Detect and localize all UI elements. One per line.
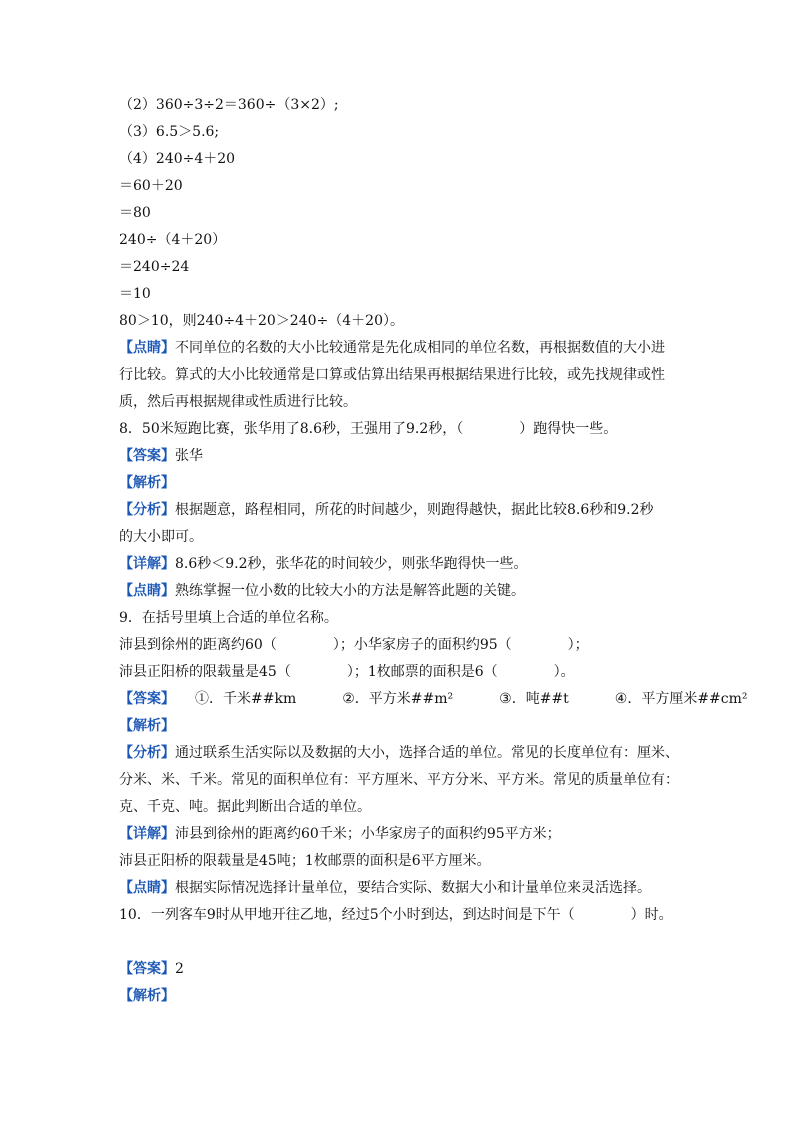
document-line <box>119 956 689 983</box>
line-text: 2 <box>175 961 184 977</box>
line-text: ＝240÷24 <box>119 259 190 275</box>
document-line <box>119 389 689 416</box>
document-line <box>119 902 689 929</box>
document-line <box>119 335 689 362</box>
line-text: 沛县到徐州的距离约60千米；小华家房子的面积约95平方米； <box>175 826 561 842</box>
document-line <box>119 92 689 119</box>
document-body <box>119 92 748 1010</box>
document-line <box>119 416 689 443</box>
blank-line <box>119 929 689 956</box>
document-line <box>119 740 689 767</box>
answer-part: ①．千米##km <box>195 691 297 707</box>
line-text: 通过联系生活实际以及数据的大小，选择合适的单位。常见的长度单位有：厘米、 <box>175 745 679 761</box>
section-tag: 【点睛】 <box>119 880 175 896</box>
line-text: ＝80 <box>119 205 151 221</box>
line-text: 沛县正阳桥的限载量是45（ ）；1枚邮票的面积是6（ ）。 <box>119 664 575 680</box>
document-line <box>119 254 689 281</box>
line-text: 不同单位的名数的大小比较通常是先化成相同的单位名数，再根据数值的大小进 <box>175 340 665 356</box>
section-tag: 【分析】 <box>119 745 175 761</box>
section-tag: 【解析】 <box>119 718 175 734</box>
line-text: 8．50米短跑比赛，张华用了8.6秒，王强用了9.2秒，（ ）跑得快一些。 <box>119 421 618 437</box>
line-text: 张华 <box>175 448 203 464</box>
section-tag: 【答案】 <box>119 961 175 977</box>
line-text: 克、千克、吨。据此判断出合适的单位。 <box>119 799 371 815</box>
line-text: 根据题意，路程相同，所花的时间越少，则跑得越快，据此比较8.6秒和9.2秒 <box>175 502 654 518</box>
document-line <box>119 119 689 146</box>
answer-part: ③．吨##t <box>499 691 569 707</box>
section-tag: 【详解】 <box>119 826 175 842</box>
document-line <box>119 470 689 497</box>
document-line <box>119 632 689 659</box>
line-text: 沛县到徐州的距离约60（ ）；小华家房子的面积约95（ ）； <box>119 637 589 653</box>
document-line <box>119 794 689 821</box>
document-line <box>119 443 689 470</box>
document-line <box>119 173 689 200</box>
line-text: （4）240÷4＋20 <box>119 151 236 167</box>
line-text: 的大小即可。 <box>119 529 203 545</box>
line-text: （2）360÷3÷2＝360÷（3×2）; <box>119 97 339 113</box>
document-line <box>119 659 689 686</box>
line-text: 行比较。算式的大小比较通常是口算或估算出结果再根据结果进行比较，或先找规律或性 <box>119 367 665 383</box>
section-tag: 【答案】 <box>119 691 175 707</box>
line-text: 80＞10，则240÷4＋20＞240÷（4＋20）。 <box>119 313 404 329</box>
section-tag: 【点睛】 <box>119 340 175 356</box>
document-line <box>119 146 689 173</box>
section-tag: 【解析】 <box>119 475 175 491</box>
line-text: 熟练掌握一位小数的比较大小的方法是解答此题的关键。 <box>175 583 525 599</box>
line-text: 8.6秒＜9.2秒，张华花的时间较少，则张华跑得快一些。 <box>175 556 528 572</box>
document-line <box>119 497 689 524</box>
line-text: ＝10 <box>119 286 151 302</box>
document-line <box>119 686 748 713</box>
document-line <box>119 605 689 632</box>
document-line <box>119 848 689 875</box>
document-line <box>119 983 689 1010</box>
answer-part: ④．平方厘米##cm² <box>614 691 748 707</box>
section-tag: 【答案】 <box>119 448 175 464</box>
document-line <box>119 551 689 578</box>
section-tag: 【解析】 <box>119 988 175 1004</box>
section-tag: 【点睛】 <box>119 583 175 599</box>
document-line <box>119 875 689 902</box>
document-line <box>119 578 689 605</box>
document-line <box>119 281 689 308</box>
document-line <box>119 524 689 551</box>
document-line <box>119 200 689 227</box>
section-tag: 【详解】 <box>119 556 175 572</box>
answer-part: ②．平方米##m² <box>342 691 454 707</box>
document-line <box>119 821 689 848</box>
line-text: （3）6.5＞5.6; <box>119 124 220 140</box>
line-text: 质，然后再根据规律或性质进行比较。 <box>119 394 357 410</box>
document-line <box>119 362 689 389</box>
line-text: 沛县正阳桥的限载量是45吨；1枚邮票的面积是6平方厘米。 <box>119 853 491 869</box>
line-text: ＝60＋20 <box>119 178 183 194</box>
line-text: 9．在括号里填上合适的单位名称。 <box>119 610 338 626</box>
document-line <box>119 767 689 794</box>
document-line <box>119 308 689 335</box>
document-line <box>119 713 689 740</box>
section-tag: 【分析】 <box>119 502 175 518</box>
line-text: 240÷（4＋20） <box>119 232 227 248</box>
line-text: 根据实际情况选择计量单位，要结合实际、数据大小和计量单位来灵活选择。 <box>175 880 651 896</box>
document-line <box>119 227 689 254</box>
line-text: 分米、米、千米。常见的面积单位有：平方厘米、平方分米、平方米。常见的质量单位有： <box>119 772 679 788</box>
line-text: 10．一列客车9时从甲地开往乙地，经过5个小时到达，到达时间是下午（ ）时。 <box>119 907 673 923</box>
